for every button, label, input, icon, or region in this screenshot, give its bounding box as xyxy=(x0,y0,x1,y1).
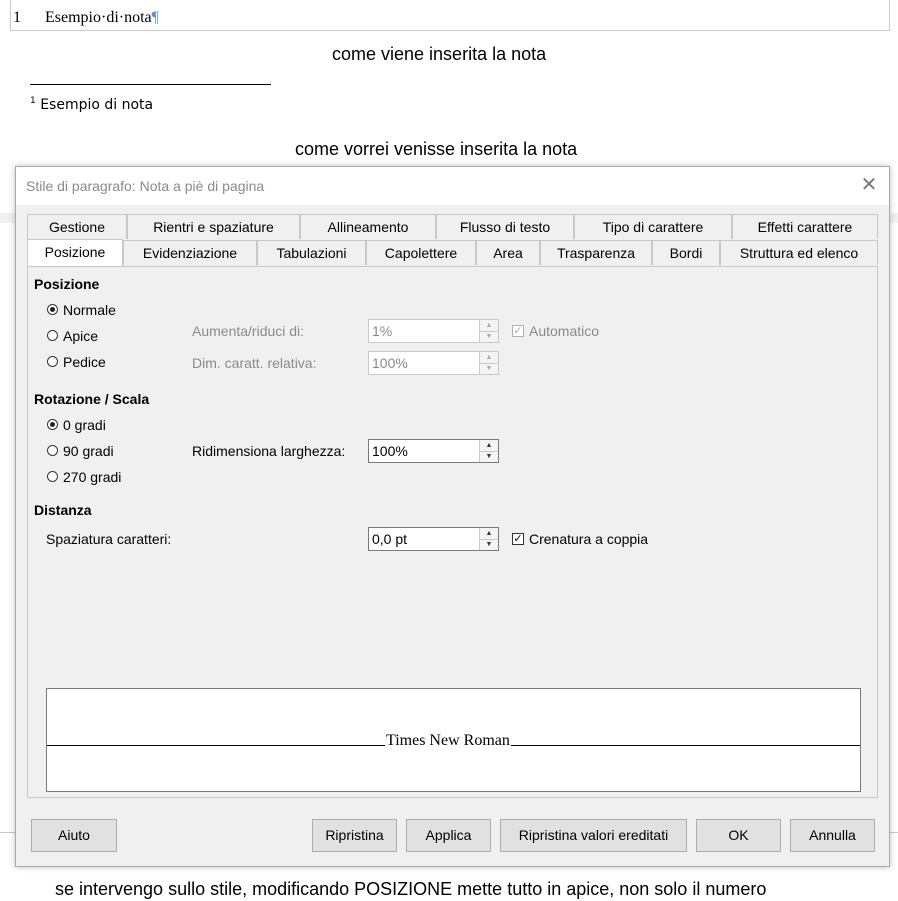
radio-normale[interactable] xyxy=(47,304,58,315)
spin-up-icon[interactable]: ▲ xyxy=(480,320,498,332)
scale-width-spinbox[interactable] xyxy=(368,439,499,463)
pair-kerning-label[interactable]: Crenatura a coppia xyxy=(529,531,649,547)
spin-down-icon[interactable]: ▼ xyxy=(485,333,493,340)
background-ruler-left xyxy=(0,213,16,223)
radio-apice-label[interactable]: Apice xyxy=(63,328,99,344)
tab-tipo-carattere[interactable]: Tipo di carattere xyxy=(574,214,732,239)
spin-up-icon[interactable]: ▲ xyxy=(480,528,498,540)
font-preview xyxy=(46,688,861,792)
preview-font-name: Times New Roman xyxy=(386,732,510,749)
tab-rientri-spaziature[interactable]: Rientri e spaziature xyxy=(127,214,300,239)
help-button[interactable]: Aiuto xyxy=(31,819,117,852)
tab-allineamento[interactable]: Allineamento xyxy=(300,214,436,239)
tab-evidenziazione[interactable]: Evidenziazione xyxy=(123,240,257,265)
tab-bordi[interactable]: Bordi xyxy=(652,240,720,265)
radio-270-gradi[interactable] xyxy=(47,471,58,482)
raise-lower-label: Aumenta/riduci di: xyxy=(192,323,305,339)
char-spacing-spinbox[interactable] xyxy=(368,527,499,551)
section-rotazione-scala: Rotazione / Scala xyxy=(34,391,150,407)
radio-0-gradi[interactable] xyxy=(47,419,58,430)
document-text-line[interactable] xyxy=(45,9,159,27)
background-divider-left xyxy=(0,832,16,833)
spin-up-icon[interactable]: ▲ xyxy=(480,440,498,452)
section-distanza: Distanza xyxy=(34,502,92,518)
relative-size-value: 100% xyxy=(372,355,408,371)
radio-pedice[interactable] xyxy=(47,356,58,367)
spin-down-icon[interactable]: ▼ xyxy=(485,365,493,372)
raise-lower-value: 1% xyxy=(372,323,393,339)
caption-desired: come vorrei venisse inserita la nota xyxy=(295,139,578,159)
char-spacing-label: Spaziatura caratteri: xyxy=(46,531,172,547)
pilcrow-mark: ¶ xyxy=(151,9,159,26)
caption-bottom: se intervengo sullo stile, modificando POSIZIONE mette tutto in apice, non solo il numero xyxy=(55,879,767,899)
section-posizione: Posizione xyxy=(34,276,100,292)
document-text: Esempio·di·nota xyxy=(45,9,152,26)
tab-trasparenza[interactable]: Trasparenza xyxy=(540,240,652,265)
relative-size-spinbox[interactable] xyxy=(368,351,499,375)
paragraph-style-dialog xyxy=(15,166,890,867)
caption-current: come viene inserita la nota xyxy=(332,44,547,64)
radio-apice[interactable] xyxy=(47,330,58,341)
pair-kerning-checkbox[interactable]: ✓ xyxy=(513,532,523,545)
line-number: 1 xyxy=(13,9,21,26)
spin-down-icon[interactable]: ▼ xyxy=(485,541,493,548)
footnote-example xyxy=(30,96,153,113)
radio-pedice-label[interactable]: Pedice xyxy=(63,354,106,370)
tab-posizione[interactable]: Posizione xyxy=(27,239,123,266)
radio-90-gradi[interactable] xyxy=(47,445,58,456)
radio-0-gradi-label[interactable]: 0 gradi xyxy=(63,417,106,433)
spin-up-icon[interactable]: ▲ xyxy=(480,352,498,364)
tab-struttura-elenco[interactable]: Struttura ed elenco xyxy=(720,240,878,265)
tab-capolettere[interactable]: Capolettere xyxy=(366,240,476,265)
tab-area[interactable]: Area xyxy=(476,240,540,265)
reset-button[interactable]: Ripristina xyxy=(312,819,397,852)
scale-width-value: 100% xyxy=(372,443,408,459)
radio-90-gradi-label[interactable]: 90 gradi xyxy=(63,443,114,459)
char-spacing-value: 0,0 pt xyxy=(372,531,408,547)
ok-button[interactable]: OK xyxy=(696,819,781,852)
tab-gestione[interactable]: Gestione xyxy=(27,214,127,239)
radio-normale-label[interactable]: Normale xyxy=(63,302,116,318)
footnote-text: Esempio di nota xyxy=(40,97,154,113)
spin-down-icon[interactable]: ▼ xyxy=(485,453,493,460)
automatic-checkbox[interactable]: ✓ xyxy=(513,324,523,337)
cancel-button[interactable]: Annulla xyxy=(790,819,875,852)
tab-flusso-testo[interactable]: Flusso di testo xyxy=(436,214,574,239)
automatic-label: Automatico xyxy=(529,323,600,339)
reset-inherited-button[interactable]: Ripristina valori ereditati xyxy=(500,819,687,852)
dialog-title: Stile di paragrafo: Nota a piè di pagina xyxy=(26,178,265,194)
tab-effetti-carattere[interactable]: Effetti carattere xyxy=(732,214,878,239)
relative-size-label: Dim. caratt. relativa: xyxy=(192,355,317,371)
radio-270-gradi-label[interactable]: 270 gradi xyxy=(63,469,122,485)
footnote-number: 1 xyxy=(30,96,36,106)
footnote-separator xyxy=(30,84,271,85)
dialog-titlebar[interactable] xyxy=(16,167,889,205)
apply-button[interactable]: Applica xyxy=(406,819,491,852)
tab-tabulazioni[interactable]: Tabulazioni xyxy=(257,240,366,265)
scale-width-label: Ridimensiona larghezza: xyxy=(192,443,346,459)
close-icon[interactable]: ✕ xyxy=(860,172,878,196)
raise-lower-spinbox[interactable] xyxy=(368,319,499,343)
